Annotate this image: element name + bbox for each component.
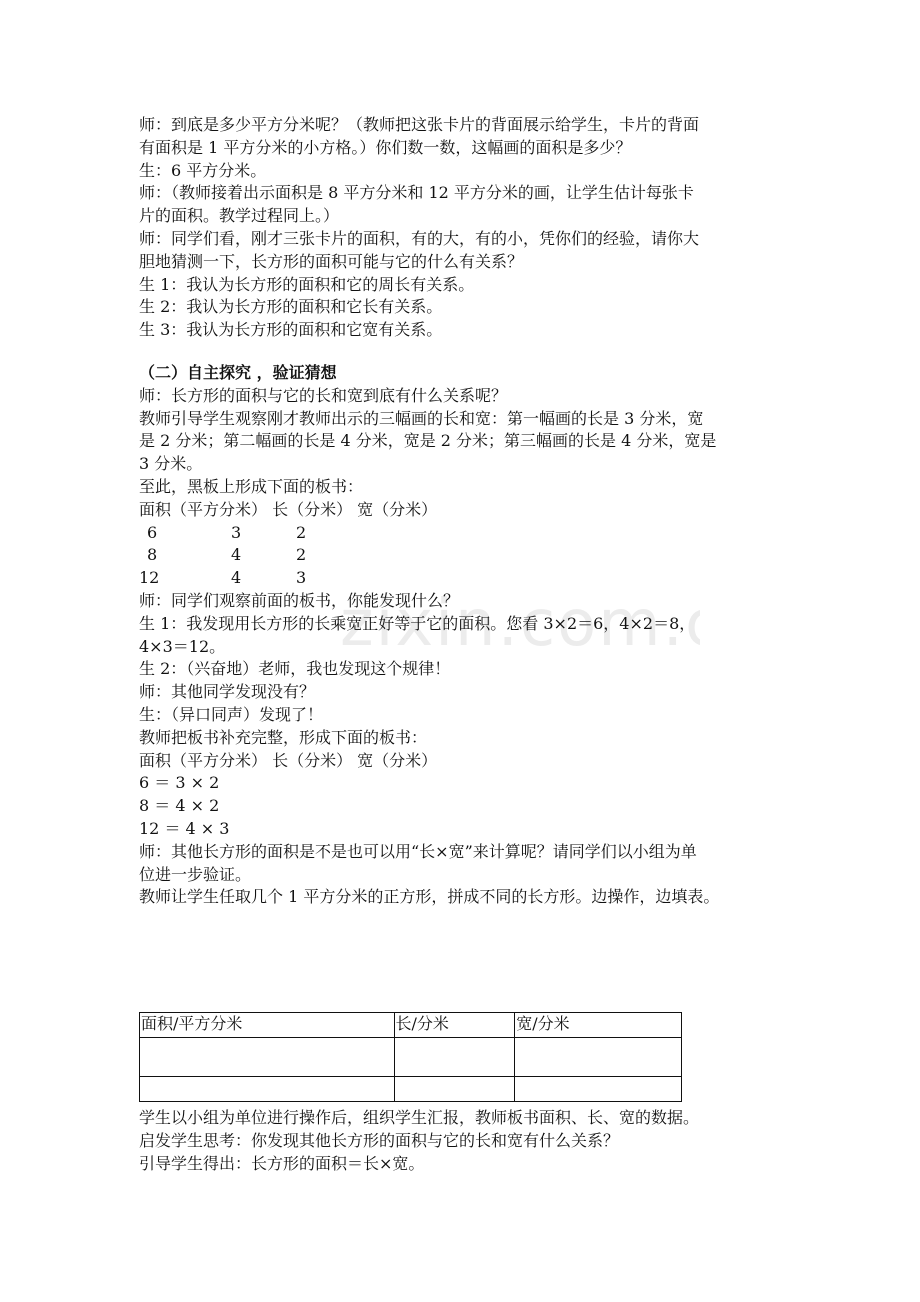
paragraph-line: 教师引导学生观察刚才教师出示的三幅画的长和宽：第一幅画的长是 3 分米，宽 — [139, 408, 704, 428]
table-header-length: 长/分米 — [394, 1013, 515, 1038]
paragraph-line: 生 3：我认为长方形的面积和它宽有关系。 — [139, 320, 443, 340]
paragraph-line: 片的面积。教学过程同上。） — [139, 206, 340, 226]
paragraph-line: 生 2：我认为长方形的面积和它长有关系。 — [139, 297, 443, 317]
board-header: 面积（平方分米） 长（分米） 宽（分米） — [139, 499, 438, 519]
paragraph-line: 至此，黑板上形成下面的板书： — [139, 476, 364, 496]
paragraph-line: 师：其他同学发现没有？ — [139, 682, 316, 702]
closing-text — [139, 1107, 799, 1175]
spacer — [139, 342, 781, 362]
equation-line: 8 ＝ 4 × 2 — [139, 796, 220, 816]
table-cell[interactable] — [140, 1077, 395, 1102]
paragraph-line: 生 2：（兴奋地）老师，我也发现这个规律！ — [139, 659, 451, 679]
record-table — [139, 1012, 682, 1102]
board-width: 3 — [296, 568, 307, 588]
svg-text:zixin.com.cn: zixin.com. — [340, 587, 685, 661]
paragraph-line: 师：同学们观察前面的板书，你能发现什么？ — [139, 590, 460, 610]
paragraph-line: 生：6 平方分米。 — [139, 160, 267, 180]
equation-line: 12 ＝ 4 × 3 — [139, 818, 230, 838]
main-text — [139, 114, 781, 909]
board-length: 4 — [231, 568, 242, 588]
paragraph-line: 4×3＝12。 — [139, 636, 226, 656]
board-width: 2 — [296, 545, 307, 565]
table-cell[interactable] — [515, 1038, 682, 1077]
board-area: 12 — [139, 568, 160, 588]
paragraph-line: 师：长方形的面积与它的长和宽到底有什么关系呢？ — [139, 385, 508, 405]
paragraph-line: 师：其他长方形的面积是不是也可以用“长×宽”来计算呢？请同学们以小组为单 — [139, 841, 697, 861]
section-heading: （二）自主探究 ，验证猜想 — [139, 362, 337, 382]
paragraph-line: 有面积是 1 平方分米的小方格。）你们数一数，这幅画的面积是多少？ — [139, 137, 632, 157]
board-header: 面积（平方分米） 长（分米） 宽（分米） — [139, 750, 438, 770]
table-cell[interactable] — [394, 1038, 515, 1077]
table-header-width: 宽/分米 — [515, 1013, 682, 1038]
board-row — [139, 544, 781, 567]
table-cell[interactable] — [515, 1077, 682, 1102]
equation-line: 6 ＝ 3 × 2 — [139, 773, 220, 793]
paragraph-line: 位进一步验证。 — [139, 864, 252, 884]
paragraph-line: 引导学生得出：长方形的面积＝长×宽。 — [139, 1153, 425, 1173]
paragraph-line: 师：到底是多少平方分米呢？（教师把这张卡片的背面展示给学生，卡片的背面 — [139, 115, 700, 134]
paragraph-line: 教师让学生任取几个 1 平方分米的正方形，拼成不同的长方形。边操作，边填表。 — [139, 887, 720, 907]
paragraph-line: 胆地猜测一下，长方形的面积可能与它的什么有关系？ — [139, 251, 524, 271]
table-header-area: 面积/平方分米 — [140, 1013, 395, 1038]
paragraph-line: 师：同学们看，刚才三张卡片的面积，有的大，有的小，凭你们的经验，请你大 — [139, 228, 700, 248]
paragraph-line: 生 1：我发现用长方形的长乘宽正好等于它的面积。您看 3×2＝6，4×2＝8， — [139, 613, 696, 633]
paragraph-line: 3 分米。 — [139, 454, 203, 474]
board-area: 8 — [147, 545, 158, 565]
paragraph-line: 教师把板书补充完整，形成下面的板书： — [139, 727, 428, 747]
board-row — [139, 567, 781, 590]
paragraph-line: 生 1：我认为长方形的面积和它的周长有关系。 — [139, 274, 475, 294]
board-row — [139, 522, 781, 545]
board-length: 4 — [231, 545, 242, 565]
paragraph-line: 师：（教师接着出示面积是 8 平方分米和 12 平方分米的画，让学生估计每张卡 — [139, 183, 694, 203]
board-width: 2 — [296, 522, 307, 542]
paragraph-line: 生：（异口同声）发现了！ — [139, 704, 324, 724]
paragraph-line: 启发学生思考：你发现其他长方形的面积与它的长和宽有什么关系？ — [139, 1130, 620, 1150]
table-cell[interactable] — [140, 1038, 395, 1077]
paragraph-line: 学生以小组为单位进行操作后，组织学生汇报，教师板书面积、长、宽的数据。 — [139, 1108, 700, 1127]
paragraph-line: 是 2 分米；第二幅画的长是 4 分米，宽是 2 分米；第三幅画的长是 4 分米，宽是 — [139, 431, 717, 451]
board-length: 3 — [231, 522, 242, 542]
table-cell[interactable] — [394, 1077, 515, 1102]
board-area: 6 — [147, 522, 158, 542]
